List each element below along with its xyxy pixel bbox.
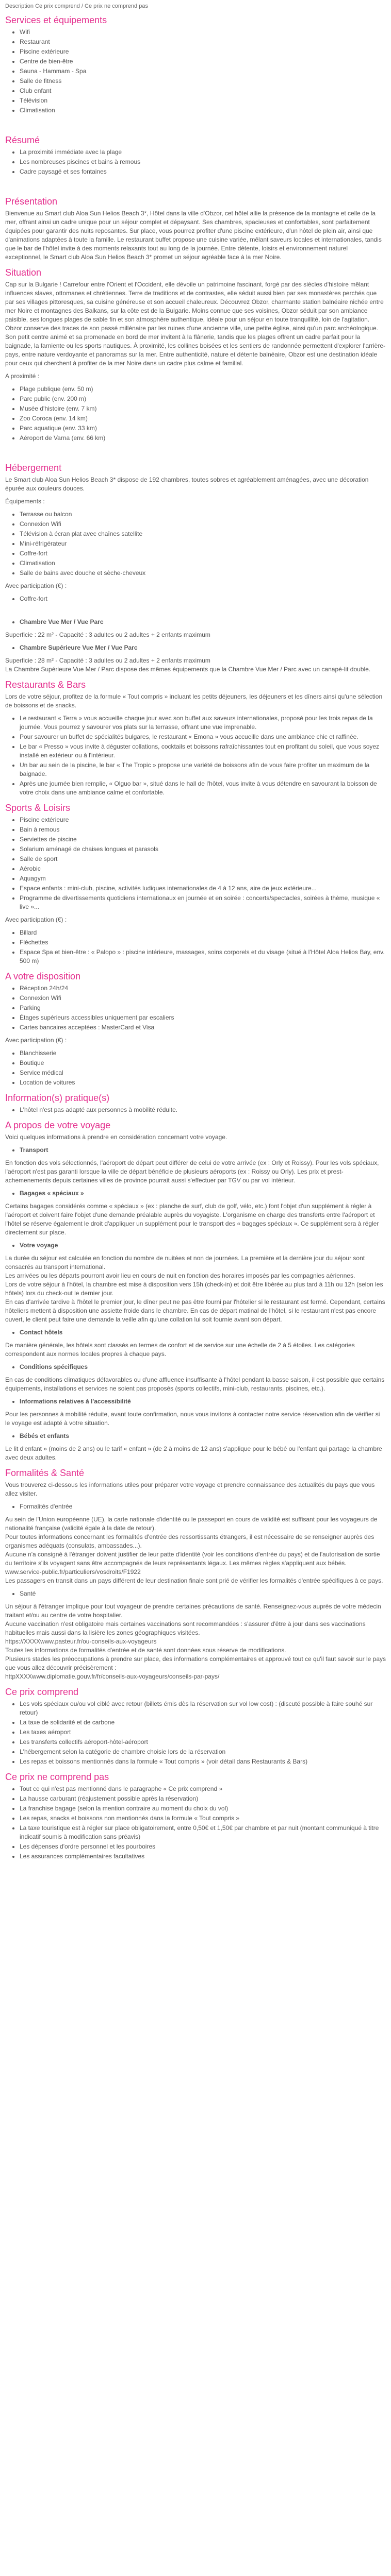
bagages-head: [5, 1189, 386, 1198]
services-list: [5, 28, 386, 115]
list-item: • Les dépenses d'ordre personnel et les pourboires: [20, 1842, 386, 1851]
list-item: • Coffre-fort: [20, 549, 386, 558]
pratique-list: [5, 1106, 386, 1114]
list-item: • Salle de bains avec douche et sèche-cheveux: [20, 569, 386, 578]
list-item: • Le restaurant « Terra » vous accueille chaque jour avec son buffet aux saveurs internationales, proposé pour les trois repas de la journée. Vous pourrez y savourer vos plats sur la terrasse, offrant une vue imprenable.: [20, 714, 386, 732]
list-item: • Serviettes de piscine: [20, 835, 386, 844]
list-item: • Cadre paysagé et ses fontaines: [20, 167, 386, 176]
apropos-intro: Voici quelques informations à prendre en considération concernant votre voyage.: [5, 1133, 227, 1141]
list-item: • Tout ce qui n'est pas mentionné dans le paragraphe « Ce prix comprend »: [20, 1785, 386, 1793]
list-item: • Salle de sport: [20, 855, 386, 863]
list-item: • Restaurant: [20, 38, 386, 46]
formalites-title: Formalités & Santé: [5, 1468, 85, 1478]
list-item: • Boutique: [20, 1059, 386, 1067]
presentation-title: Présentation: [5, 196, 58, 207]
situation-title: Situation: [5, 267, 42, 278]
presentation-text: Bienvenue au Smart club Aloa Sun Helios Beach 3*, Hôtel dans la ville d'Obzor, cet hôtel allie la présence de la montagne et celle de la mer, offrant ainsi un cadre unique pour un séjour complet et dépaysant. Ses chambres, spacieuses et confortables, sont parfaitement équipées pour garantir des nuits reposantes. Sur place, vous pourrez profiter d'une piscine extérieure, d'un hôtel de plein air, ainsi que d'animations adaptées à toute la famille. Le restaurant buffet propose une cuisine variée, mêlant saveurs locales et internationales, tandis que le bar de l'hôtel invite à des moments relaxants tout au long de la journée. Entre détente, loisirs et environnement naturel exceptionnel, le Smart club Aloa Sun Helios Beach 3* promet un séjour agréable face à la mer Noire.: [5, 210, 382, 261]
list-item: • Les taxes aéroport: [20, 1728, 386, 1737]
contact-text: De manière générale, les hôtels sont classés en termes de confort et de service sur une échelle de 2 à 5 étoiles. Les catégories correspondent aux normes locales propres à chaque pays.: [5, 1342, 355, 1358]
list-item: • Les repas et boissons mentionnés dans la formule « Tout compris » (voir détail dans Restaurants & Bars): [20, 1757, 386, 1766]
list-item: • Club enfant: [20, 87, 386, 95]
list-item: • Aérobic: [20, 865, 386, 873]
list-item: • La hausse carburant (réajustement possible après la réservation): [20, 1794, 386, 1803]
contact-title: • Contact hôtels: [20, 1328, 386, 1337]
list-item: • Parking: [20, 1004, 386, 1012]
contact-head: [5, 1328, 386, 1337]
list-item: • Fléchettes: [20, 938, 386, 947]
mobilite-head: [5, 1397, 386, 1406]
list-item: • Climatisation: [20, 559, 386, 568]
list-item: • Espace Spa et bien-être : « Palopo » : piscine intérieure, massages, soins corporels et du visage (situé à l'Hôtel Aloa Helios Bay, env. 500 m): [20, 948, 386, 965]
list-item: • L'hébergement selon la catégorie de chambre choisie lors de la réservation: [20, 1748, 386, 1756]
list-item: • Solarium aménagé de chaises longues et parasols: [20, 845, 386, 854]
hebergement-extra-list: [5, 595, 386, 603]
room1-title: • Chambre Vue Mer / Vue Parc: [20, 618, 386, 626]
transport-title: • Transport: [20, 1146, 386, 1155]
room1-title-list: [5, 618, 386, 626]
list-item: • L'hôtel n'est pas adapté aux personnes à mobilité réduite.: [20, 1106, 386, 1114]
list-item: • Étages supérieurs accessibles uniquement par escaliers: [20, 1013, 386, 1022]
list-item: • La taxe touristique est à régler sur place obligatoirement, entre 0,50€ et 1,50€ par chambre et par nuit (montant communiqué à titre indicatif soumis à modification sans préavis): [20, 1824, 386, 1841]
disposition-extra-list: [5, 1049, 386, 1087]
list-item: • Les vols spéciaux ou/ou vol ciblé avec retour (billets émis dès la réservation sur vol low cost) : (discuté possible à faire souhé sur retour): [20, 1700, 386, 1717]
hebergement-text: Le Smart club Aloa Sun Helios Beach 3* dispose de 192 chambres, toutes sobres et agréablement aménagées, avec une décoration épurée aux couleurs douces.: [5, 476, 369, 492]
climat-head: [5, 1363, 386, 1371]
list-item: • Piscine extérieure: [20, 816, 386, 824]
list-item: • Centre de bien-être: [20, 57, 386, 66]
hebergement-list: [5, 510, 386, 578]
list-item: • Wifi: [20, 28, 386, 37]
bebes-head: [5, 1432, 386, 1440]
list-item: • La taxe de solidarité et de carbone: [20, 1718, 386, 1727]
disposition-title: A votre disposition: [5, 971, 81, 981]
situation-text: Cap sur la Bulgarie ! Carrefour entre l'Orient et l'Occident, elle dévoile un patrimoine fascinant, forgé par des siècles d'histoire mêlant influences slaves, ottomanes et chrétiennes. Terre de traditions et de contrastes, elle séduit aussi bien par ses monastères perchés que par ses villages pittoresques, sa cuisine généreuse et son accueil chaleureux. Découvrez Obzor, charmante station balnéaire nichée entre mer Noire et montagnes des Balkans, sur la côte est de la Bulgarie. Moins connue que ses voisines, Obzor séduit par son ambiance paisible, ses longues plages de sable fin et son atmosphère authentique, idéale pour un séjour en toute tranquillité, loin de l'agitation. Obzor conserve des traces de son passé millénaire par les ruines d'une ancienne ville, une petite église, ainsi qu'un parc archéologique. Son petit centre animé et sa promenade en bord de mer invitent à la flânerie, tandis que les plages offrent un cadre parfait pour la baignade, la farniente ou les sports nautiques. À proximité, les collines boisées et les sentiers de randonnée permettent d'explorer l'arrière-pays, entre nature verdoyante et panoramas sur la mer. Entre authenticité, nature et détente balnéaire, Obzor est une destination idéale pour ceux qui cherchent à profiter de la mer Noire dans un cadre plus calme et familial.: [5, 281, 385, 367]
list-item: • Piscine extérieure: [20, 47, 386, 56]
voyage-head: [5, 1241, 386, 1250]
list-item: • Musée d'histoire (env. 7 km): [20, 404, 386, 413]
room1-desc: Superficie : 22 m² - Capacité : 3 adultes ou 2 adultes + 2 enfants maximum: [5, 631, 210, 638]
list-item: • Les nombreuses piscines et bains à remous: [20, 158, 386, 166]
list-item: • Salle de fitness: [20, 77, 386, 86]
list-item: • Climatisation: [20, 106, 386, 115]
list-item: • Les assurances complémentaires facultatives: [20, 1852, 386, 1861]
mobilite-title: • Informations relatives à l'accessibilité: [20, 1397, 386, 1406]
list-item: • Sauna - Hammam - Spa: [20, 67, 386, 76]
hebergement-equip-label: Équipements :: [5, 498, 45, 505]
formalites-head: [5, 1502, 386, 1511]
list-item: • Aéroport de Varna (env. 66 km): [20, 434, 386, 443]
room2-title: • Chambre Supérieure Vue Mer / Vue Parc: [20, 643, 386, 652]
sports-extra-list: [5, 928, 386, 965]
list-item: • Parc public (env. 200 m): [20, 395, 386, 403]
list-item: • Connexion Wifi: [20, 994, 386, 1003]
bagages-title: • Bagages « spéciaux »: [20, 1189, 386, 1198]
list-item: • Télévision: [20, 96, 386, 105]
climat-title: • Conditions spécifiques: [20, 1363, 386, 1371]
sante-title: • Santé: [20, 1589, 386, 1598]
list-item: • Télévision à écran plat avec chaînes satellite: [20, 530, 386, 538]
list-item: • Un bar au sein de la piscine, le bar « The Tropic » propose une variété de boissons afin de vous faire profiter un maximum de la baignade.: [20, 761, 386, 778]
voyage-text: La durée du séjour est calculée en fonction du nombre de nuitées et non de journées. La première et la dernière jour du séjour sont consacrés au transport international. Les arrivées ou les départs pourront avoir lieu en cours de nuit en fonction des horaires imposés par les compagnies aériennes. Lors de votre séjour à l'hôtel, la chambre est mise à disposition vers 15h (check-in) et doit être libérée au plus tard à 11h ou 12h (selon les hôtels) lors du check-out le dernier jour. En cas d'arrivée tardive à l'hôtel le premier jour, le dîner peut ne pas être fourni par l'hôtelier si le restaurant est fermé. Cependant, certains hôteliers mettent à disposition une assiette froide dans le chambre. En cas de départ matinal de l'hôtel, si le restaurant n'est pas encore ouvert, le client peut faire une demande la veille afin qu'une collation lui soit fournie avant son départ.: [5, 1255, 385, 1323]
sante-text: Un séjour à l'étranger implique pour tout voyageur de prendre certaines précautions de santé. Renseignez-vous auprès de votre médecin traitant et/ou au centre de votre hospitalier. Aucune vaccination n'est obligatoire mais certaines vaccinations sont recommandées : s'assurer d'être à jour dans ses vaccinations habituelles mais aussi dans la lisière les zones géographiques visitées. https://XXXXwww.pasteur.fr/ou-conseils-aux-voyageurs Toutes les informations de formalités d'entrée et de santé sont données sous réserve de modifications. Plusieurs stades les préoccupations à prendre sur place, des informations complémentaires et approuvé tout ce qu'il faut savoir sur le pays que vous allez découvrir précisèrement : httpXXXXwww.diplomatie.gouv.fr/fr/conseils-aux-voyageurs/conseils-par-pays/: [5, 1603, 386, 1680]
restaurants-list: [5, 714, 386, 797]
list-item: • Pour savourer un buffet de spécialités bulgares, le restaurant « Emona » vous accueille dans une ambiance chic et raffinée.: [20, 733, 386, 741]
ne-comprend-title: Ce prix ne comprend pas: [5, 1772, 109, 1782]
list-item: • Bain à remous: [20, 825, 386, 834]
list-item: • Espace enfants : mini-club, piscine, activités ludiques internationales de 4 à 12 ans, aire de jeux extérieure...: [20, 884, 386, 893]
list-item: • Réception 24h/24: [20, 984, 386, 993]
formalites-sub-title: • Formalités d'entrée: [20, 1502, 386, 1511]
list-item: • Les repas, snacks et boissons non mentionnés dans la formule « Tout compris »: [20, 1814, 386, 1823]
resume-list: [5, 148, 386, 176]
list-item: • Le bar « Presso » vous invite à déguster collations, cocktails et boissons rafraîchissantes tout en profitant du soleil, que vous soyez installé en extérieur ou à l'intérieur.: [20, 742, 386, 760]
situation-nearby-label: A proximité :: [5, 372, 40, 380]
room2-desc: Superficie : 28 m² - Capacité : 3 adultes ou 2 adultes + 2 enfants maximum La Chambre Supérieure Vue Mer / Parc dispose des mêmes équipements que la Chambre Vue Mer / Parc avec un canapé-lit double.: [5, 657, 371, 673]
formalites-text: Au sein de l'Union européenne (UE), la carte nationale d'identité ou le passeport en cours de validité est suffisant pour les voyageurs de nationalité française (validité égale à la date de retour). Pour toutes informations concernant les formalités d'entrée des ressortissants étrangers, il est nécessaire de se renseigner auprès des organismes adéquats (consulats, ambassades...). Aucune n'a consigné à l'étranger doivent justifier de leur patte d'identité (voir les conditions d'entrée du pays) et de l'autorisation de sortie du territoire s'ils voyagent sans être accompagnés de leurs représentants légaux. Les mêmes règles s'appliquent aux bébés. www.service-public.fr/particuliers/vosdroits/F1922 Les passagers en transit dans un pays différent de leur destination finale sont prié de vérifier les formalités d'entrée spécifiques à ce pays.: [5, 1516, 383, 1584]
sports-title: Sports & Loisirs: [5, 803, 71, 813]
transport-text: En fonction des vols sélectionnés, l'aéroport de départ peut différer de celui de votre arrivée (ex : Orly et Roissy). Pour les vols spéciaux, l'aéroport n'est pas garanti lorsque la ville de départ bénéficie de plusieurs aéroports (ex : Roissy ou Orly). Les prix et prest- achemenements depuis certaines villes de province pourrait aussi s'effectuer par TGV ou par vol intérieur.: [5, 1159, 379, 1184]
restaurants-title: Restaurants & Bars: [5, 680, 86, 690]
room2-title-list: [5, 643, 386, 652]
list-item: • La franchise bagage (selon la mention contraire au moment du choix du vol): [20, 1804, 386, 1813]
voyage-title: • Votre voyage: [20, 1241, 386, 1250]
list-item: • Coffre-fort: [20, 595, 386, 603]
breadcrumb: Description Ce prix comprend / Ce prix ne comprend pas: [5, 3, 148, 9]
list-item: • Mini-réfrigérateur: [20, 539, 386, 548]
sports-list: [5, 816, 386, 911]
bebes-title: • Bébés et enfants: [20, 1432, 386, 1440]
comprend-list: [5, 1700, 386, 1766]
list-item: • Service médical: [20, 1069, 386, 1077]
situation-list: [5, 385, 386, 443]
list-item: • Terrasse ou balcon: [20, 510, 386, 519]
sports-extra-label: Avec participation (€) :: [5, 916, 67, 923]
list-item: • Connexion Wifi: [20, 520, 386, 529]
services-title: Services et équipements: [5, 15, 107, 25]
list-item: • Blanchisserie: [20, 1049, 386, 1058]
resume-title: Résumé: [5, 135, 40, 145]
list-item: • Les transferts collectifs aéroport-hôtel-aéroport: [20, 1738, 386, 1747]
pratique-title: Information(s) pratique(s): [5, 1093, 110, 1103]
list-item: • Zoo Coroca (env. 14 km): [20, 414, 386, 423]
hebergement-extra-label: Avec participation (€) :: [5, 582, 67, 589]
list-item: • Cartes bancaires acceptées : MasterCard et Visa: [20, 1023, 386, 1032]
list-item: • Parc aquatique (env. 33 km): [20, 424, 386, 433]
list-item: • Billard: [20, 928, 386, 937]
formalites-intro: Vous trouverez ci-dessous les informations utiles pour préparer votre voyage et prendre connaissance des actualités du pays que vous allez visiter.: [5, 1481, 375, 1497]
apropos-title: A propos de votre voyage: [5, 1120, 111, 1130]
hebergement-title: Hébergement: [5, 463, 62, 473]
disposition-list: [5, 984, 386, 1032]
bagages-text: Certains bagages considérés comme « spéciaux » (ex : planche de surf, club de golf, vélo, etc.) font l'objet d'un supplément à régler à l'aéroport et doivent faire l'objet d'une demande préalable auprès du voyagiste. L'organisme en charge des transferts entre l'aéroport et l'hôtel se réserve également le droit d'appliquer un supplément pour le transport des « bagages spéciaux ». Ce supplément sera à régler directement sur place.: [5, 1202, 379, 1236]
climat-text: En cas de conditions climatiques défavorables ou d'une affluence insuffisante à l'hôtel pendant la basse saison, il est possible que certains équipements, installations et services ne soient pas proposés (sports collectifs, mini-club, restaurants, piscines, etc.).: [5, 1376, 385, 1392]
ne-comprend-list: [5, 1785, 386, 1861]
list-item: • La proximité immédiate avec la plage: [20, 148, 386, 157]
list-item: • Location de voitures: [20, 1078, 386, 1087]
bebes-text: Le lit d'enfant » (moins de 2 ans) ou le tarif « enfant » (de 2 à moins de 12 ans) s'applique pour le bébé ou l'enfant qui partage la chambre avec deux adultes.: [5, 1445, 382, 1461]
list-item: • Après une journée bien remplie, « Olguo bar », situé dans le hall de l'hôtel, vous invite à vous détendre en savourant la boisson de votre choix dans une ambiance calme et confortable.: [20, 779, 386, 797]
restaurants-intro: Lors de votre séjour, profitez de la formule « Tout compris » incluant les petits déjeuners, les déjeuners et les dîners ainsi qu'une sélection de boissons et de snacks.: [5, 693, 383, 709]
list-item: • Programme de divertissements quotidiens internationaux en journée et en soirée : concerts/spectacles, soirées à thème, musique « live »...: [20, 894, 386, 911]
transport-head: [5, 1146, 386, 1155]
list-item: • Aquagym: [20, 874, 386, 883]
disposition-extra-label: Avec participation (€) :: [5, 1037, 67, 1044]
sante-head: [5, 1589, 386, 1598]
list-item: • Plage publique (env. 50 m): [20, 385, 386, 394]
mobilite-text: Pour les personnes à mobilité réduite, avant toute confirmation, nous vous invitons à contacter notre service réservation afin de vérifier si le voyage est adapté à votre situation.: [5, 1411, 380, 1427]
comprend-title: Ce prix comprend: [5, 1687, 79, 1697]
